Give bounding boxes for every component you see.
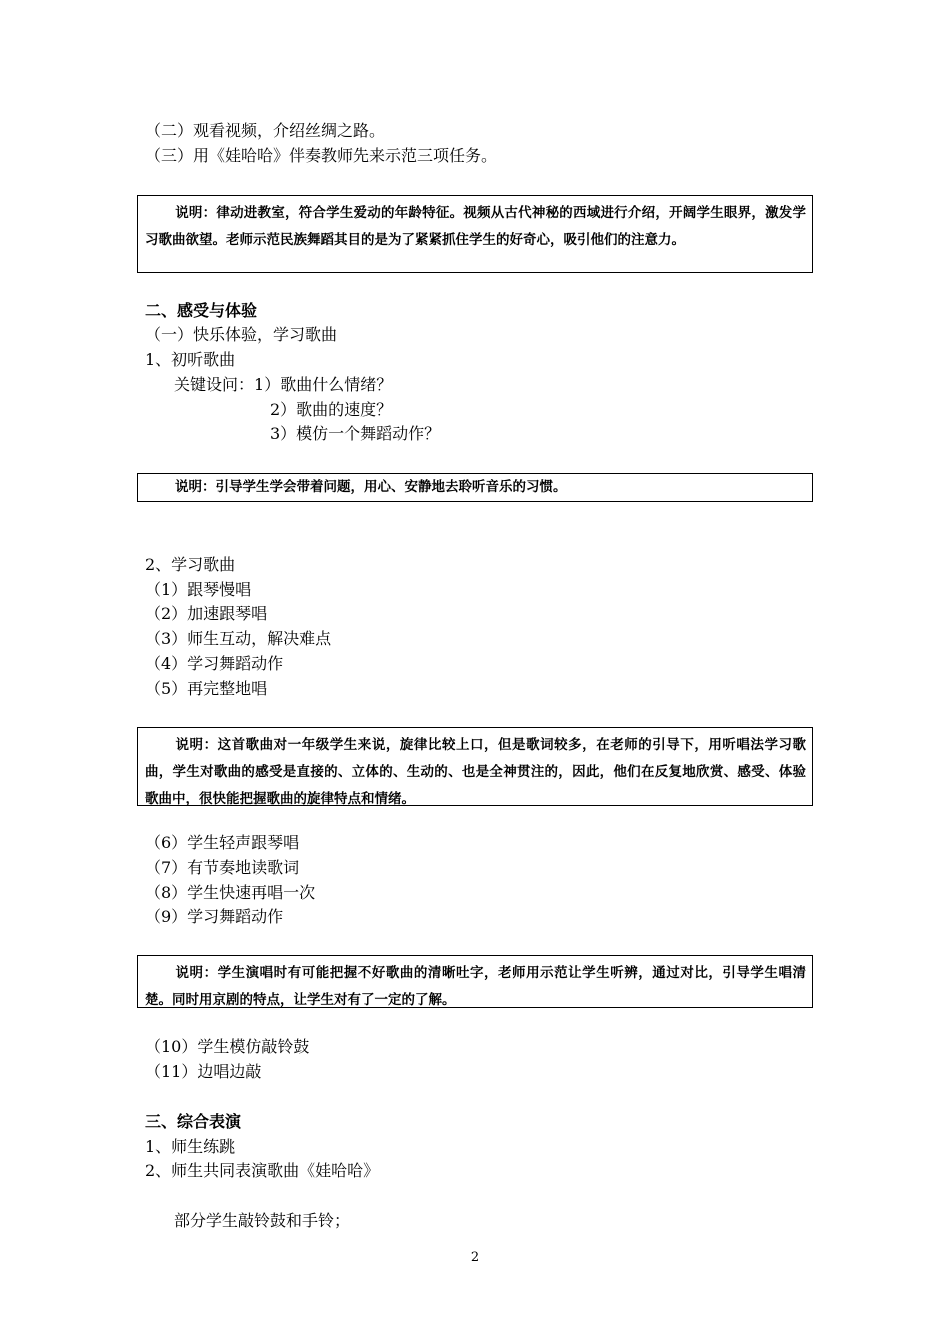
item-watch-video: （二）观看视频，介绍丝绸之路。 xyxy=(145,121,386,140)
step-first-listen: 1、初听歌曲 xyxy=(145,350,236,369)
section-heading-3: 三、综合表演 xyxy=(145,1112,242,1131)
question-2: 2）歌曲的速度？ xyxy=(270,400,393,419)
note-box-2 xyxy=(137,473,813,502)
learn-step-7: （7）有节奏地读歌词 xyxy=(145,858,300,877)
subsection-1: （一）快乐体验，学习歌曲 xyxy=(145,325,338,344)
question-1: 1）歌曲什么情绪？ xyxy=(254,375,393,394)
perform-step-2: 2、师生共同表演歌曲《娃哈哈》 xyxy=(145,1161,380,1180)
note-box-1 xyxy=(137,195,813,273)
question-3: 3）模仿一个舞蹈动作？ xyxy=(270,424,441,443)
item-teacher-demo: （三）用《娃哈哈》伴奏教师先来示范三项任务。 xyxy=(145,146,498,165)
learn-step-8: （8）学生快速再唱一次 xyxy=(145,883,316,902)
learn-step-9: （9）学习舞蹈动作 xyxy=(145,907,284,926)
perform-extra: 部分学生敲铃鼓和手铃； xyxy=(174,1211,351,1230)
note-text-2: 说明：引导学生学会带着问题，用心、安静地去聆听音乐的习惯。 xyxy=(175,479,567,495)
section-heading-2: 二、感受与体验 xyxy=(145,301,258,320)
note-box-4 xyxy=(137,955,813,1008)
key-questions xyxy=(174,375,392,395)
learn-step-2: （2）加速跟琴唱 xyxy=(145,604,268,623)
note-text-4: 说明：学生演唱时有可能把握不好歌曲的清晰吐字，老师用示范让学生听辨，通过对比，引导学生唱清楚。同时用京剧的特点，让学生对有了一定的了解。 xyxy=(145,965,806,1008)
learn-step-11: （11）边唱边敲 xyxy=(145,1062,262,1081)
learn-step-1: （1）跟琴慢唱 xyxy=(145,580,252,599)
learn-step-6: （6）学生轻声跟琴唱 xyxy=(145,833,300,852)
key-questions-label: 关键设问： xyxy=(174,375,255,394)
learn-step-3: （3）师生互动，解决难点 xyxy=(145,629,332,648)
learn-step-10: （10）学生模仿敲铃鼓 xyxy=(145,1037,310,1056)
perform-step-1: 1、师生练跳 xyxy=(145,1137,236,1156)
page-number: 2 xyxy=(470,1250,480,1265)
note-text-3: 说明：这首歌曲对一年级学生来说，旋律比较上口，但是歌词较多，在老师的引导下，用听唱法学习歌曲，学生对歌曲的感受是直接的、立体的、生动的、也是全神贯注的，因此，他们在反复地欣赏、感受、体验歌曲中，很快能把握歌曲的旋律特点和情绪。 xyxy=(145,737,806,807)
note-box-3 xyxy=(137,727,813,806)
learn-step-5: （5）再完整地唱 xyxy=(145,679,268,698)
learn-step-4: （4）学习舞蹈动作 xyxy=(145,654,284,673)
step-learn-song: 2、学习歌曲 xyxy=(145,555,236,574)
note-text-1: 说明：律动进教室，符合学生爱动的年龄特征。视频从古代神秘的西域进行介绍，开阔学生眼界，激发学习歌曲欲望。老师示范民族舞蹈其目的是为了紧紧抓住学生的好奇心，吸引他们的注意力。 xyxy=(145,205,806,248)
